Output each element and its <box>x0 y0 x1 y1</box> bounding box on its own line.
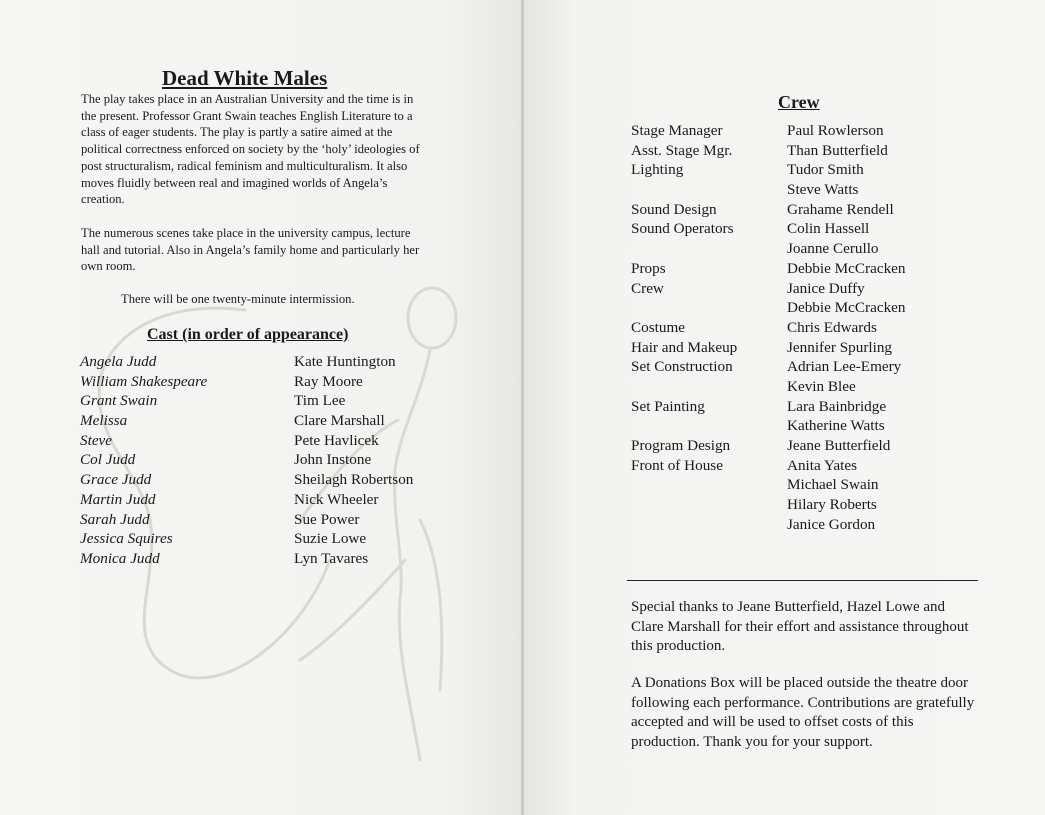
crew-row <box>631 319 961 339</box>
cast-role: Martin Judd <box>80 490 156 508</box>
crew-row <box>631 240 961 260</box>
crew-role: Props <box>631 259 666 277</box>
crew-name: Jeane Butterfield <box>787 437 891 454</box>
cast-row <box>80 412 440 432</box>
cast-row <box>80 432 440 452</box>
cast-actor: Pete Havlicek <box>294 431 379 449</box>
crew-role: Front of House <box>631 456 723 474</box>
crew-list <box>631 122 961 535</box>
crew-name: Janice Duffy <box>787 279 865 297</box>
crew-row <box>631 437 961 457</box>
cast-role: William Shakespeare <box>80 372 208 390</box>
crew-row <box>631 378 961 398</box>
cast-role: Monica Judd <box>80 549 160 567</box>
setting-paragraph: The numerous scenes take place in the university campus, lecture hall and tutorial. Also in Angela’s family home and particularly her own room. <box>81 226 420 274</box>
crew-name: Lara Bainbridge <box>787 397 887 415</box>
crew-row <box>631 220 961 240</box>
crew-name: Tudor Smith <box>787 161 864 179</box>
crew-name: Colin Hassell <box>787 220 870 238</box>
left-page <box>0 0 522 815</box>
crew-role: Sound Operators <box>631 220 734 238</box>
cast-role: Grace Judd <box>80 471 152 489</box>
crew-row <box>631 516 961 536</box>
cast-row <box>80 373 440 393</box>
crew-name: Joanne Cerullo <box>787 240 879 258</box>
crew-row <box>631 476 961 496</box>
crew-name: Kevin Blee <box>787 377 856 395</box>
crew-name: Chris Edwards <box>787 318 877 336</box>
crew-name: Grahame Rendell <box>787 200 894 218</box>
cast-role: Melissa <box>80 412 128 430</box>
crew-role: Sound Design <box>631 200 717 218</box>
crew-row <box>631 299 961 319</box>
cast-actor: Kate Huntington <box>294 353 396 370</box>
cast-row <box>80 392 440 412</box>
crew-row <box>631 417 961 437</box>
cast-row <box>80 353 440 373</box>
crew-row <box>631 161 961 181</box>
cast-role: Sarah Judd <box>80 510 150 528</box>
crew-row <box>631 339 961 359</box>
crew-role: Costume <box>631 318 686 336</box>
special-thanks-paragraph: Special thanks to Jeane Butterfield, Hazel Lowe and Clare Marshall for their effort and assistance throughout this production. <box>631 599 969 655</box>
crew-role: Hair and Makeup <box>631 338 738 356</box>
crew-row <box>631 280 961 300</box>
cast-row <box>80 550 440 570</box>
cast-role: Grant Swain <box>80 392 158 410</box>
crew-row <box>631 457 961 477</box>
crew-name: Than Butterfield <box>787 141 888 159</box>
crew-row <box>631 496 961 516</box>
crew-role: Stage Manager <box>631 122 723 139</box>
crew-role: Set Construction <box>631 358 733 376</box>
crew-name: Paul Rowlerson <box>787 122 884 139</box>
crew-row <box>631 142 961 162</box>
play-title: Dead White Males <box>162 66 328 90</box>
cast-role: Col Judd <box>80 451 136 469</box>
crew-name: Janice Gordon <box>787 515 876 533</box>
crew-row <box>631 398 961 418</box>
crew-role: Crew <box>631 279 664 297</box>
crew-name: Adrian Lee-Emery <box>787 358 902 376</box>
crew-row <box>631 260 961 280</box>
cast-actor: Clare Marshall <box>294 412 385 430</box>
crew-name: Anita Yates <box>787 456 858 474</box>
cast-actor: John Instone <box>294 451 372 469</box>
crew-name: Katherine Watts <box>787 417 885 435</box>
crew-row <box>631 201 961 221</box>
cast-actor: Nick Wheeler <box>294 490 379 508</box>
cast-list <box>80 353 440 570</box>
crew-role: Program Design <box>631 437 731 454</box>
cast-actor: Ray Moore <box>294 372 363 390</box>
cast-actor: Lyn Tavares <box>294 549 369 567</box>
cast-row <box>80 451 440 471</box>
synopsis-paragraph: The play takes place in an Australian University and the time is in the present. Professor Grant Swain teaches English Literature to a class of eager students. The play is partly a satire aimed at the political correctness enforced on society by the ‘holy’ ideologies of post structuralism, radical feminism and multiculturalism. It also moves fluidly between real and imagined worlds of Angela’s creation. <box>81 92 420 207</box>
cast-role: Jessica Squires <box>80 530 173 548</box>
cast-row <box>80 491 440 511</box>
crew-role: Asst. Stage Mgr. <box>631 141 733 159</box>
cast-actor: Tim Lee <box>294 392 346 410</box>
cast-heading: Cast (in order of appearance) <box>147 326 349 343</box>
cast-role: Angela Judd <box>80 353 157 370</box>
crew-row <box>631 358 961 378</box>
crew-role: Lighting <box>631 161 684 179</box>
crew-name: Michael Swain <box>787 476 879 494</box>
cast-role: Steve <box>80 431 113 449</box>
crew-name: Hilary Roberts <box>787 496 877 514</box>
donations-paragraph: A Donations Box will be placed outside the theatre door following each performance. Contributions are gratefully accepted and will be used to offset costs of this production. Thank you for your support. <box>631 675 975 751</box>
cast-row <box>80 530 440 550</box>
crew-name: Debbie McCracken <box>787 259 906 277</box>
crew-name: Steve Watts <box>787 181 859 199</box>
cast-row <box>80 511 440 531</box>
cast-row <box>80 471 440 491</box>
crew-role: Set Painting <box>631 397 705 415</box>
intermission-note: There will be one twenty-minute intermission. <box>121 292 355 306</box>
crew-heading: Crew <box>778 92 820 112</box>
crew-row <box>631 181 961 201</box>
cast-actor: Suzie Lowe <box>294 530 367 548</box>
crew-name: Jennifer Spurling <box>787 338 893 356</box>
crew-name: Debbie McCracken <box>787 299 906 317</box>
section-divider <box>627 580 978 581</box>
crew-row <box>631 122 961 142</box>
cast-actor: Sheilagh Robertson <box>294 471 414 489</box>
cast-actor: Sue Power <box>294 510 360 528</box>
